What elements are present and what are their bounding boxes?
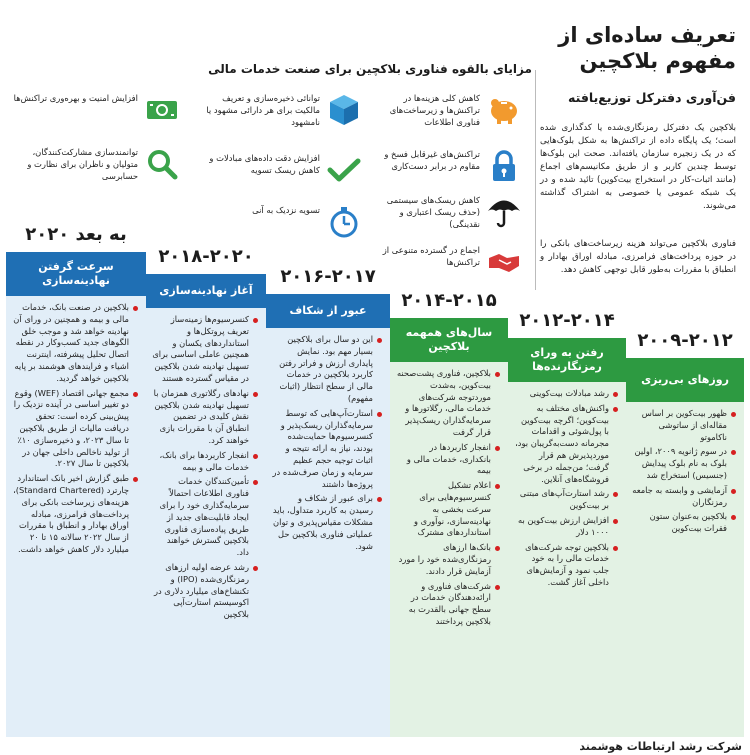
timeline-body [266,328,390,737]
timeline-point: کنسرسیوم‌ها زمینه‌ساز تعریف پروتکل‌ها و استانداردهای یکسان و همچنین عاملی اساسی برای تسهیل نهادینه شدن بلاکچین در مقیاس گسترده هستند [152,314,258,385]
page-title [546,22,736,74]
benefit-item [372,194,522,230]
timeline-body [508,382,626,737]
timeline-year: ۲۰۱۲-۲۰۱۴ [519,310,615,331]
timeline-point: نهادهای رگلاتوری همزمان با تسهیل نهادینه شدن بلاکچین نقش کلیدی در تضمین انطباق آن با مقررات بازی خواهند کرد. [152,388,258,447]
benefit-text: اجماع در گسترده متنوعی از تراکنش‌ها [382,245,480,267]
timeline-year: ۲۰۱۸-۲۰۲۰ [158,246,254,267]
timeline-stage: عبور از شکاف [266,294,390,328]
timeline-point: بلاکچین، فناوری پشت‌صحنه بیت‌کوین، به‌شدت موردتوجه شرکت‌های خدمات مالی، رگلاتورها و سرمایه‌گذاران ریسک‌پذیر قرار گرفت [396,368,500,439]
benefit-text: تراکنش‌های غیرقابل فسخ و مقاوم در برابر دست‌کاری [384,149,480,171]
benefit-item [10,92,180,128]
timeline-point: برای عبور از شکاف و رسیدن به کاربرد متداول، باید مشکلات مقیاس‌پذیری و توان عملیاتی فناوری بلاکچین حل شود. [272,493,382,552]
timeline-stage: سرعت گرفتن نهادینه‌سازی [6,252,146,296]
timeline-column-2012-2014 [508,310,626,737]
timeline-point: این دو سال برای بلاکچین بسیار مهم بود. نمایش پایداری ارزش و فراتر رفتن کاربرد بلاکچین در خدمات مالی از سطح انتظار (اثبات مفهوم) [272,334,382,405]
timeline-column-2009-2012 [626,330,744,737]
cube-icon [326,92,362,128]
timeline-body [390,362,508,737]
benefit-item [372,148,522,184]
benefits-title: مزایای بالقوه فناوری بلاکچین برای صنعت خدمات مالی [208,62,532,76]
subtitle: فن‌آوری دفترکل توزیع‌یافته [568,90,736,105]
timeline-column-2020-onward [6,224,146,737]
timeline-body [146,308,266,737]
benefit-text: تسویه نزدیک به آنی [252,205,320,215]
timeline-point: رشد عرضه اولیه ارزهای رمزنگاری‌شده (IPO) و تکنشاخ‌های میلیارد دلاری در اکوسیستم استارت‌آپی بلاکچین [152,562,258,621]
timeline-point: بانک‌ها ارزهای رمزنگاری‌شده خود را مورد آزمایش قرار دادند. [396,542,500,577]
timeline-year: ۲۰۱۴-۲۰۱۵ [401,290,497,311]
footer-credit: شرکت رشد ارتباطات هوشمند [579,740,742,753]
timeline-stage: سال‌های همهمه بلاکچین [390,318,508,362]
benefit-item [202,152,362,188]
timeline-year: ۲۰۰۹-۲۰۱۲ [637,330,733,351]
timeline-point: واکنش‌های مختلف به بیت‌کوین؛ اگرچه بیت‌کوین با پول‌شوئی و اقدامات مجرمانه دست‌به‌گریبان بود، موردپذیرش هم قرار گرفت؛ من‌جمله در برخی فروشگاه‌های آنلاین. [514,403,618,486]
timeline-stage: آغاز نهادینه‌سازی [146,274,266,308]
benefit-text: کاهش ریسک‌های سیستمی (حذف ریسک اعتباری و نقدینگی) [386,195,480,229]
benefit-text: کاهش کلی هزینه‌ها در تراکنش‌ها و زیرساخت‌های فناوری اطلاعات [389,93,480,127]
timeline-point: رشد استارت‌آپ‌های مبتنی بر بیت‌کوین [514,488,618,512]
benefit-item [372,92,522,128]
handshake-icon [486,244,522,280]
benefit-item [372,244,522,280]
timeline-year: ۲۰۱۶-۲۰۱۷ [280,266,376,287]
timeline-point: انفجار کاربردها در بانکداری، خدمات مالی و بیمه [396,442,500,477]
timeline-point: انفجار کاربردها برای بانک، خدمات مالی و بیمه [152,450,258,474]
timeline-point: ظهور بیت‌کوین بر اساس مقاله‌ای از ساتوشی ناکاموتو [632,408,736,443]
benefit-text: افزایش امنیت و بهره‌وری تراکنش‌ها [13,93,138,103]
timeline-point: طبق گزارش اخیر بانک استاندارد چارترد (Standard Chartered)، هزینه‌های زیرساخت بانکی برای پرداخت‌های فرامرزی، مبادله اوراق بهادار و انطباق با مقررات از سال ۲۰۲۲ سالانه ۱۵ تا ۲۰ میلیارد دلار کاهش خواهد داشت. [12,473,138,556]
benefit-item [10,146,180,182]
stopwatch-icon [326,204,362,240]
timeline-point: رشد مبادلات بیت‌کوینی [514,388,618,400]
timeline-column-2018-2020 [146,246,266,737]
timeline-point: استارت‌آپ‌هایی که توسط سرمایه‌گذاران ریسک‌پذیر و کنسرسیوم‌ها حمایت‌شده بودند، نیاز به ارائه نتیجه و اثبات توجیه حجم عظیم سرمایه و زمان صرف‌شده در پروژه‌ها داشتند [272,408,382,491]
divider [535,70,536,290]
magnifier-icon [144,146,180,182]
timeline-stage: روزهای بی‌ریزی [626,358,744,402]
umbrella-icon [486,194,522,230]
lock-icon [486,148,522,184]
piggy-bank-icon [486,92,522,128]
benefit-item [202,204,362,240]
timeline-point: بلاکچین توجه شرکت‌های خدمات مالی را به خود جلب نمود و آزمایش‌های داخلی آغاز گشت. [514,542,618,589]
timeline-column-2016-2017 [266,266,390,737]
money-icon [144,92,180,128]
timeline-body [626,402,744,737]
timeline-point: بلاکچین به‌عنوان ستون فقرات بیت‌کوین [632,511,736,535]
intro-paragraph-1: بلاکچین یک دفترکل رمزنگاری‌شده یا کدگذاری شده است؛ یک پایگاه داده از تراکنش‌ها به شکل بلوک‌هایی که در یک زنجیره سازمان یافته‌اند. صحت این بلوک‌ها توسط چندین کاربر و از طریق مکانیسم‌های اجماع (مانند اثبات-کار در استخراج بیت‌کوین) تائید شده و در یک شبکه عمومی یا خصوصی به اشتراک گذاشته می‌شوند. [540,123,736,211]
timeline-point: در سوم ژانویه ۲۰۰۹، اولین بلوک به نام بلوک پیدایش (جنسیس) استخراج شد [632,446,736,481]
benefit-text: افزایش دقت داده‌های مبادلات و کاهش ریسک تسویه [209,153,320,175]
timeline-point: آزمایشی و وابسته به جامعه رمزنگاران [632,485,736,509]
benefit-item [202,92,362,128]
title-line-2: مفهوم بلاکچین [579,49,736,73]
title-line-1: تعریف ساده‌ای از [558,23,736,47]
timeline-point: شرکت‌های فناوری و ارائه‌دهندگان خدمات در سطح جهانی بالقدرت به بلاکچین پرداختند [396,581,500,628]
timeline-point: بلاکچین در صنعت بانک، خدمات مالی و بیمه و همچنین در ورای آن نهادینه خواهد شد و موجب خلق الگوهای جدید کسب‌وکار در نقطه اتصال تحلیل پیشرفته، اینترنت اشیاء و فرایندهای هوشمند بر پایه بلاکچین خواهد گردید. [12,302,138,385]
timeline-point: اعلام تشکیل کنسرسیوم‌هایی برای سرعت بخشی به نهادینه‌سازی، نوآوری و استانداردهای مشترک [396,480,500,539]
timeline-point: افزایش ارزش بیت‌کوین به ۱۰۰۰ دلار [514,515,618,539]
timeline-point: تأمین‌کنندگان خدمات فناوری اطلاعات احتمالاً سرمایه‌گذاری خود را برای ایجاد قابلیت‌های جدید از طریق پیاده‌سازی فناوری بلاکچین گسترش خواهند داد. [152,476,258,559]
intro-paragraph-2: فناوری بلاکچین می‌تواند هزینه زیرساخت‌های بانکی را در حوزه پرداخت‌های فرامرزی، مبادله اوراق بهادار و انطباق با مقررات به‌طور قابل توجهی کاهش دهد. [540,239,736,275]
timeline-year: ۲۰۲۰ به بعد [25,224,127,245]
timeline-column-2014-2015 [390,290,508,737]
checkmark-icon [326,152,362,188]
timeline-stage: رفتن به ورای رمزنگارنده‌ها [508,338,626,382]
timeline-body [6,296,146,737]
benefit-text: توانمندسازی مشارکت‌کنندگان، متولیان و ناظران برای نظارت و حسابرسی [27,147,138,181]
benefit-text: توانائی ذخیره‌سازی و تعریف مالکیت برای هر دارائی مشهود یا نامشهود [206,93,320,127]
timeline-point: مجمع جهانی اقتصاد (WEF) وقوع دو تغییر اساسی در آینده نزدیک را پیش‌بینی کرده است: تحقق دریافت مالیات از طریق بلاکچین تا سال ۲۰۲۳، و ذخیره‌سازی ۱۰٪ از تولید ناخالص داخلی جهان در بلاکچین تا سال ۲۰۲۷. [12,388,138,471]
